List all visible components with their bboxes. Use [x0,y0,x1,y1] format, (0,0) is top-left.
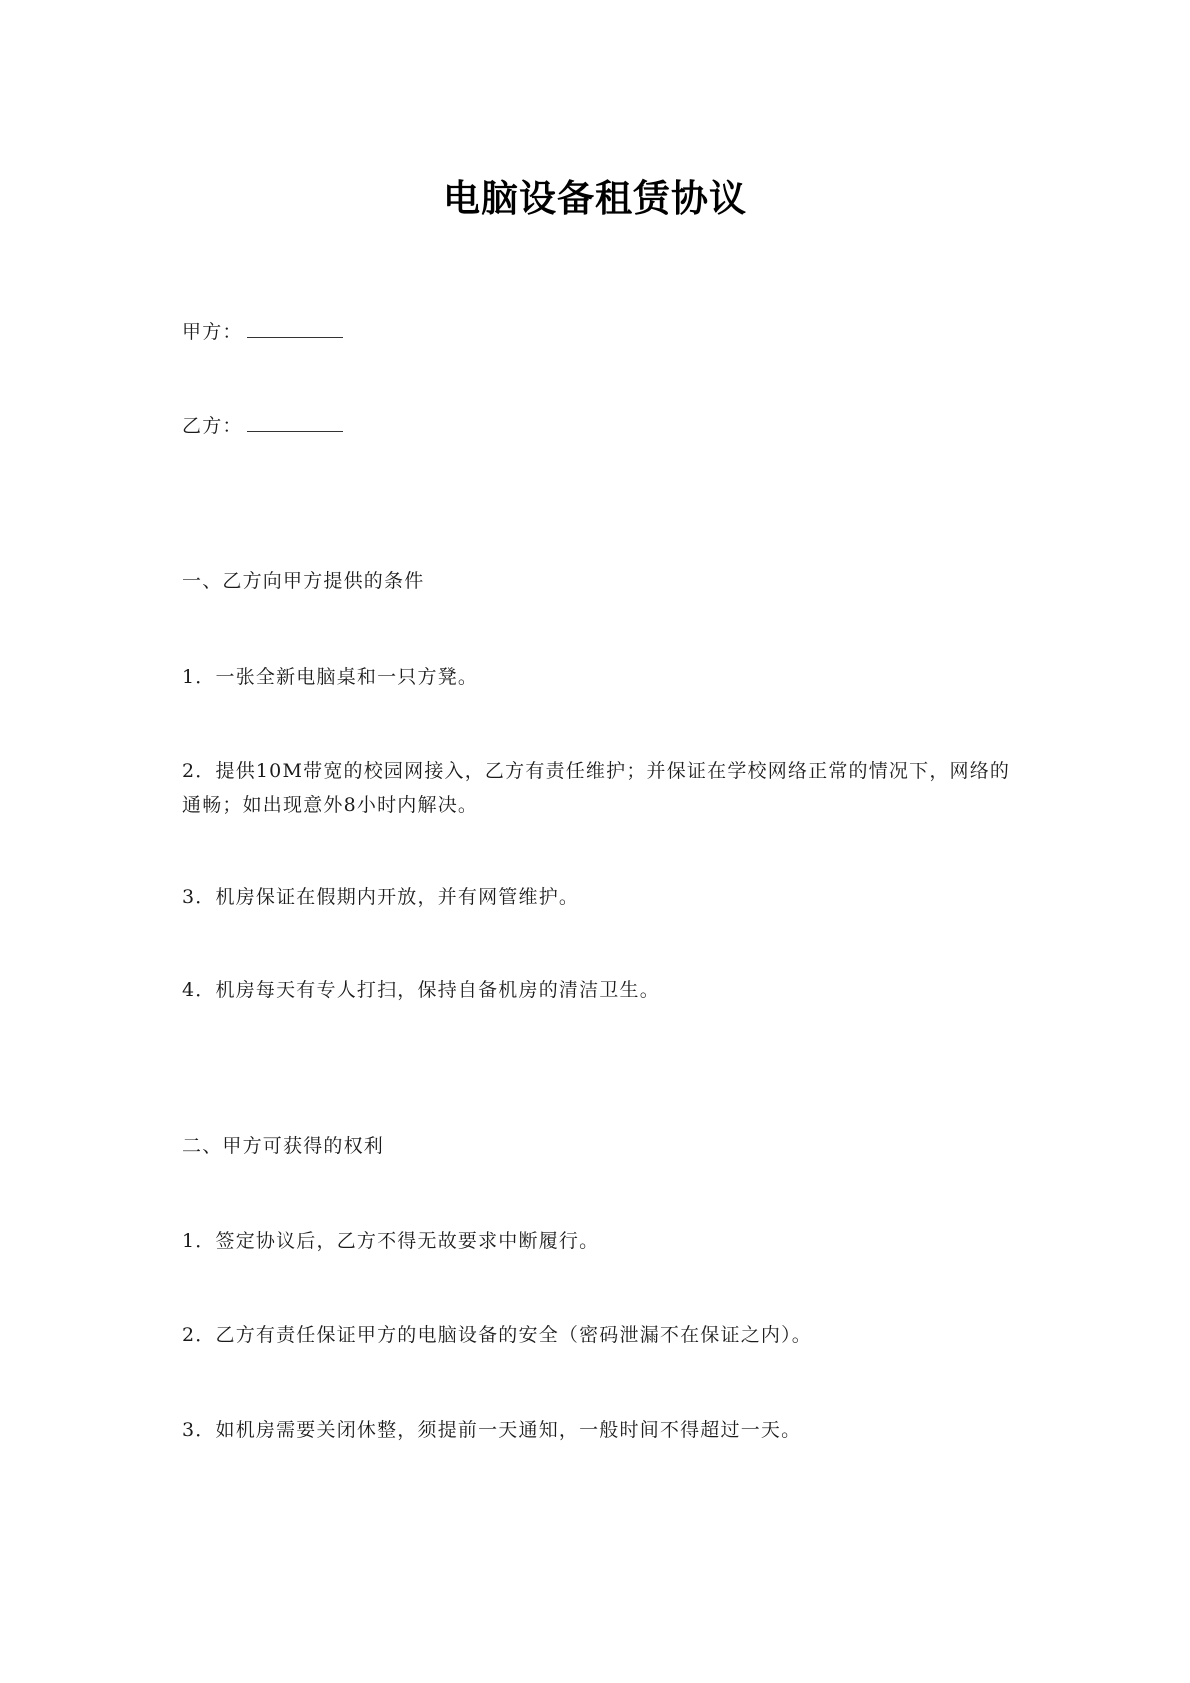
section-2-item-1: 1．签定协议后，乙方不得无故要求中断履行。 [182,1230,600,1252]
section-2-item-2: 2．乙方有责任保证甲方的电脑设备的安全（密码泄漏不在保证之内）。 [182,1324,812,1346]
document-title: 电脑设备租赁协议 [443,177,747,220]
section-1-heading: 一、乙方向甲方提供的条件 [182,570,425,592]
party-a-label: 甲方： [182,321,243,343]
section-2-heading: 二、甲方可获得的权利 [182,1135,385,1157]
party-b-label: 乙方： [182,415,243,437]
section-1-item-1: 1．一张全新电脑桌和一只方凳。 [182,666,479,688]
section-1-item-3: 3．机房保证在假期内开放，并有网管维护。 [182,886,580,908]
section-2-item-3: 3．如机房需要关闭休整，须提前一天通知，一般时间不得超过一天。 [182,1419,802,1441]
party-b-line [182,410,343,443]
party-b-blank [247,430,343,432]
party-a-line [182,316,343,349]
party-a-blank [247,336,343,338]
section-1-item-4: 4．机房每天有专人打扫，保持自备机房的清洁卫生。 [182,979,660,1001]
section-1-item-2: 2．提供10M带宽的校园网接入，乙方有责任维护；并保证在学校网络正常的情况下，网络的通畅；如出现意外8小时内解决。 [182,760,1011,816]
